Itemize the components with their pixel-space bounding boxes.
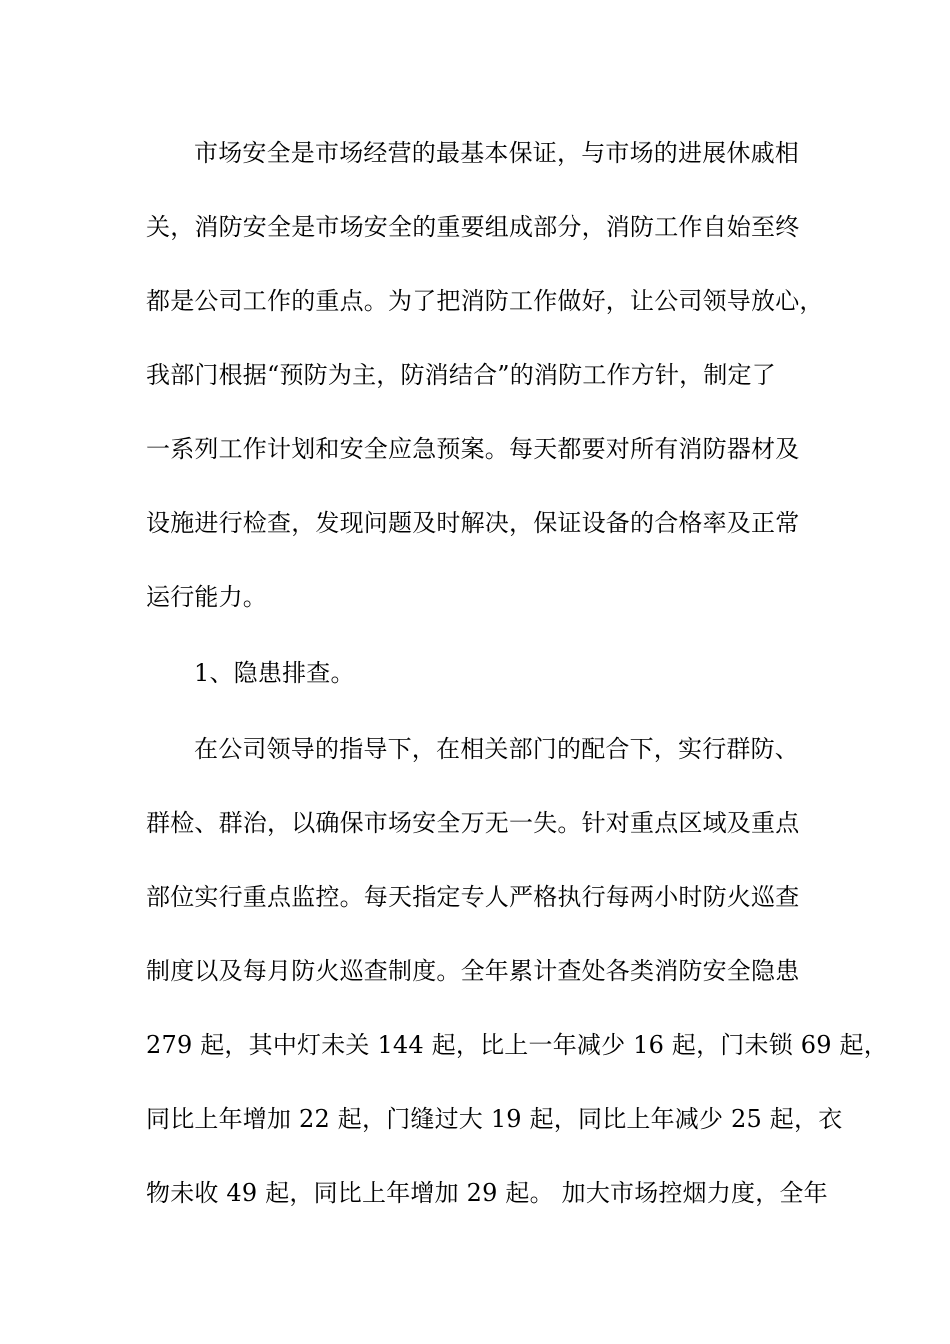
paragraph-line: 我部门根据“预防为主，防消结合”的消防工作方针，制定了 <box>146 361 776 389</box>
paragraph-line: 在公司领导的指导下，在相关部门的配合下，实行群防、 <box>194 735 799 763</box>
paragraph-line: 设施进行检查，发现问题及时解决，保证设备的合格率及正常 <box>146 509 800 537</box>
paragraph-line: 运行能力。 <box>146 583 267 611</box>
paragraph-line: 物未收 49 起，同比上年增加 29 起。 加大市场控烟力度，全年 <box>146 1179 828 1207</box>
paragraph-line: 一系列工作计划和安全应急预案。每天都要对所有消防器材及 <box>146 435 800 463</box>
paragraph-line: 制度以及每月防火巡查制度。全年累计查处各类消防安全隐患 <box>146 957 800 985</box>
paragraph-line: 关，消防安全是市场安全的重要组成部分，消防工作自始至终 <box>146 213 800 241</box>
paragraph-line: 279 起，其中灯未关 144 起，比上一年减少 16 起，门未锁 69 起， <box>146 1031 888 1059</box>
paragraph-line: 都是公司工作的重点。为了把消防工作做好，让公司领导放心， <box>146 287 824 315</box>
section-heading: 1、隐患排查。 <box>194 659 355 687</box>
paragraph-line: 同比上年增加 22 起，门缝过大 19 起，同比上年减少 25 起，衣 <box>146 1105 843 1133</box>
paragraph-line: 部位实行重点监控。每天指定专人严格执行每两小时防火巡查 <box>146 883 800 911</box>
paragraph-line: 市场安全是市场经营的最基本保证，与市场的进展休戚相 <box>194 139 799 167</box>
paragraph-line: 群检、群治，以确保市场安全万无一失。针对重点区域及重点 <box>146 809 800 837</box>
